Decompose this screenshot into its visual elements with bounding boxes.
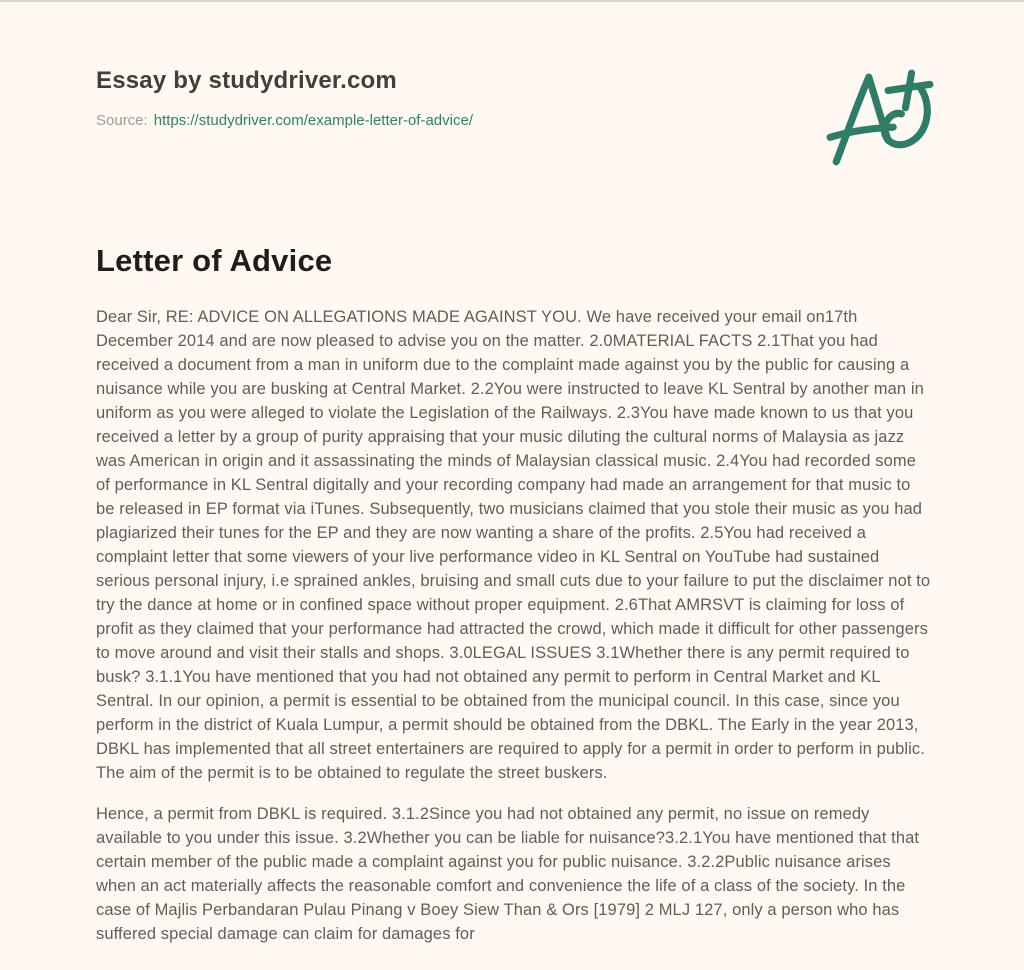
source-line: [96, 111, 928, 131]
page-header: [96, 66, 928, 131]
essay-paragraph-1: Dear Sir, RE: ADVICE ON ALLEGATIONS MADE AGAINST YOU. We have received your email on17th December 2014 and are now pleased to advise you on the matter. 2.0MATERIAL FACTS 2.1That you had received a document from a man in uniform due to the complaint made against you by the public for causing a nuisance while you are busking at Central Market. 2.2You were instructed to leave KL Sentral by another man in uniform as you were alleged to violate the Legislation of the Railways. 2.3You have made known to us that you received a letter by a group of purity appraising that your music diluting the cultural norms of Malaysia as jazz was American in origin and it assassinating the minds of Malaysian classical music. 2.4You had recorded some of performance in KL Sentral digitally and your recording company had made an arrangement for that music to be released in EP format via iTunes. Subsequently, two musicians claimed that you stole their music as you had plagiarized their tunes for the EP and they are now wanting a share of the profits. 2.5You had received a complaint letter that some viewers of your live performance video in KL Sentral on YouTube had sustained serious personal injury, i.e sprained ankles, bruising and small cuts due to your failure to put the disclaimer not to try the dance at home or in confined space without proper equipment. 2.6That AMRSVT is claiming for loss of profit as they claimed that your performance had attracted the crowd, which made it difficult for other passengers to move around and visit their stalls and shops. 3.0LEGAL ISSUES 3.1Whether there is any permit required to busk? 3.1.1You have mentioned that you had not obtained any permit to perform in Central Market and KL Sentral. In our opinion, a permit is essential to be obtained from the municipal council. In this case, since you perform in the district of Kuala Lumpur, a permit should be obtained from the DBKL. The Early in the year 2013, DBKL has implemented that all street entertainers are required to apply for a permit in order to perform in public. The aim of the permit is to be obtained to regulate the street buskers.: [96, 308, 931, 783]
essay-body: [96, 305, 932, 946]
a-plus-logo-icon: [824, 68, 936, 170]
page-title: Letter of Advice: [96, 242, 333, 278]
byline-heading: Essay by studydriver.com: [96, 67, 397, 94]
source-url-link[interactable]: https://studydriver.com/example-letter-of-advice/: [153, 112, 473, 129]
a-plus-logo-strokes: [830, 73, 930, 162]
essay-paragraph-2: Hence, a permit from DBKL is required. 3.1.2Since you had not obtained any permit, no issue on remedy available to you under this issue. 3.2Whether you can be liable for nuisance?3.2.1You have mentioned that that certain member of the public made a complaint against you for public nuisance. 3.2.2Public nuisance arises when an act materially affects the reasonable comfort and convenience the life of a class of the society. In the case of Majlis Perbandaran Pulau Pinang v Boey Siew Than & Ors [1979] 2 MLJ 127, only a person who has suffered special damage can claim for damages for: [96, 805, 920, 944]
essay-page: [0, 2, 1024, 946]
source-label: Source:: [96, 112, 148, 129]
